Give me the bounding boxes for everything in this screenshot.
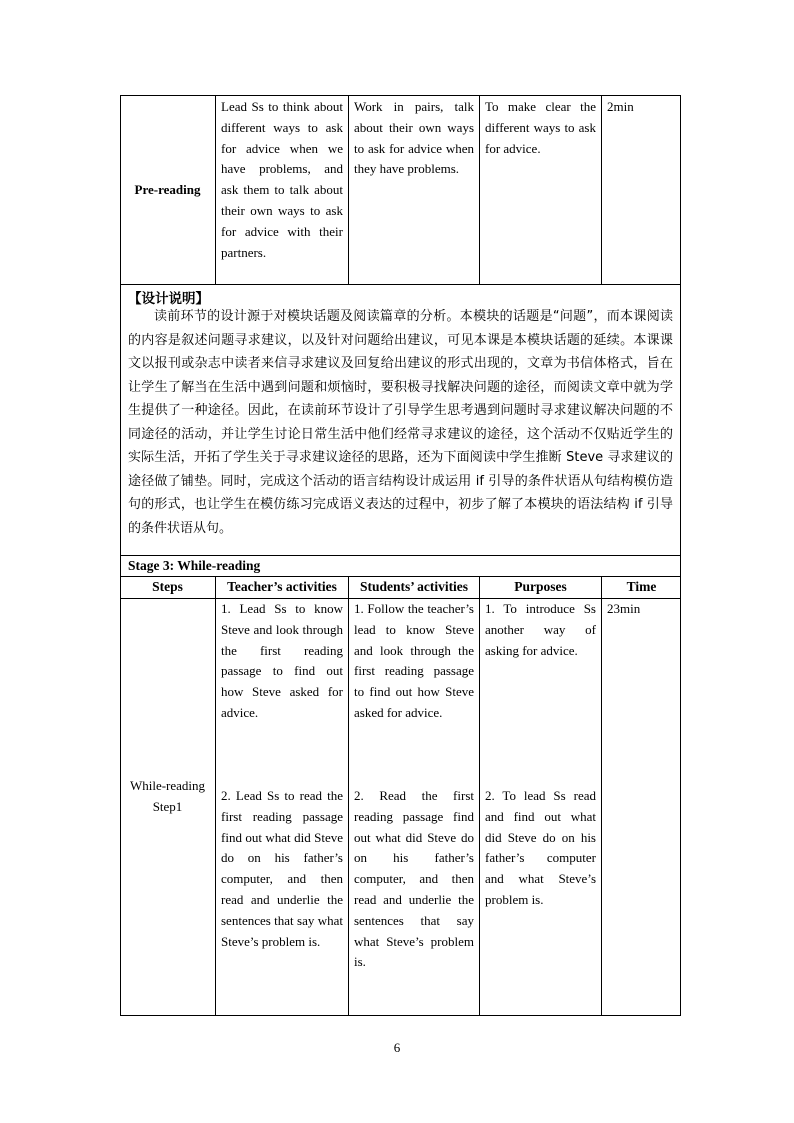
student-activity-1: 1. Follow the teacher’s lead to know Steve and look through the first reading passage to find out how Steve asked for advice. [354, 601, 474, 720]
student-activity-2: 2. Read the first reading passage find out what did Steve do on his father’s computer, and then read and underlie the sentences that say what Steve’s problem is. [354, 788, 474, 970]
col-divider [601, 95, 602, 285]
header-students: Students’ activities [359, 579, 469, 594]
step-label-line1: While-reading [129, 778, 206, 793]
header-teacher: Teacher’s activities [227, 579, 337, 594]
purpose-2: 2. To lead Ss read and find out what did Steve do on his father’s computer and what Steve’s problem is. [485, 788, 596, 907]
design-note-title: 【设计说明】 [128, 291, 209, 306]
stage3-title: Stage 3: While-reading [128, 558, 261, 573]
pre-reading-time: 2min [607, 99, 634, 114]
design-note-body: 读前环节的设计源于对模块话题及阅读篇章的分析。本模块的话题是“问题”，而本课阅读的内容是叙述问题寻求建议，以及针对问题给出建议，可见本课是本模块话题的延续。本课课文以报刊或杂志中读者来信寻求建议及回复给出建议的形式出现的，文章为书信体格式，旨在让学生了解当在生活中遇到问题和烦恼时，要积极寻找解决问题的途径，而阅读文章中就为学生提供了一种途径。因此，在读前环节设计了引导学生思考遇到问题时寻求建议解决问题的不同途径的活动，并让学生讨论日常生活中他们经常寻求建议的途径，这个活动不仅贴近学生的实际生活，开拓了学生关于寻求建议途径的思路，还为下面阅读中学生推断 Steve 寻求建议的途径做了铺垫。同时，完成这个活动的语言结构设计成运用 if 引导的条件状语从句结构模仿造句的形式，也让学生在模仿练习完成语义表达的过程中，初步了解了本模块的语法结构 if 引导的条件状语从句。 [128, 309, 673, 536]
stage3-time: 23min [607, 601, 641, 616]
pre-reading-purpose: To make clear the different ways to ask for advice. [485, 99, 596, 156]
pre-reading-teacher-activity: Lead Ss to think about different ways to ask for advice when we have problems, and ask them to talk about their own ways to ask for advice with their partners. [221, 99, 343, 260]
teacher-activity-1: 1. Lead Ss to know Steve and look through the first reading passage to find out how Steve asked for advice. [221, 601, 343, 720]
pre-reading-step: Pre-reading [134, 182, 201, 197]
header-time: Time [626, 579, 657, 594]
purpose-1: 1. To introduce Ss another way of asking for advice. [485, 601, 596, 658]
pre-reading-student-activity: Work in pairs, talk about their own ways to ask for advice when they have problems. [354, 99, 474, 177]
header-purposes: Purposes [514, 579, 567, 594]
step-label-line2: Step1 [152, 799, 183, 814]
col-divider [601, 576, 602, 1016]
page-number: 6 [393, 1040, 401, 1055]
teacher-activity-2: 2. Lead Ss to read the first reading passage find out what did Steve do on his father’s computer, and then read and underlie the sentences that say what Steve’s problem is. [221, 788, 343, 949]
header-steps: Steps [152, 579, 183, 594]
